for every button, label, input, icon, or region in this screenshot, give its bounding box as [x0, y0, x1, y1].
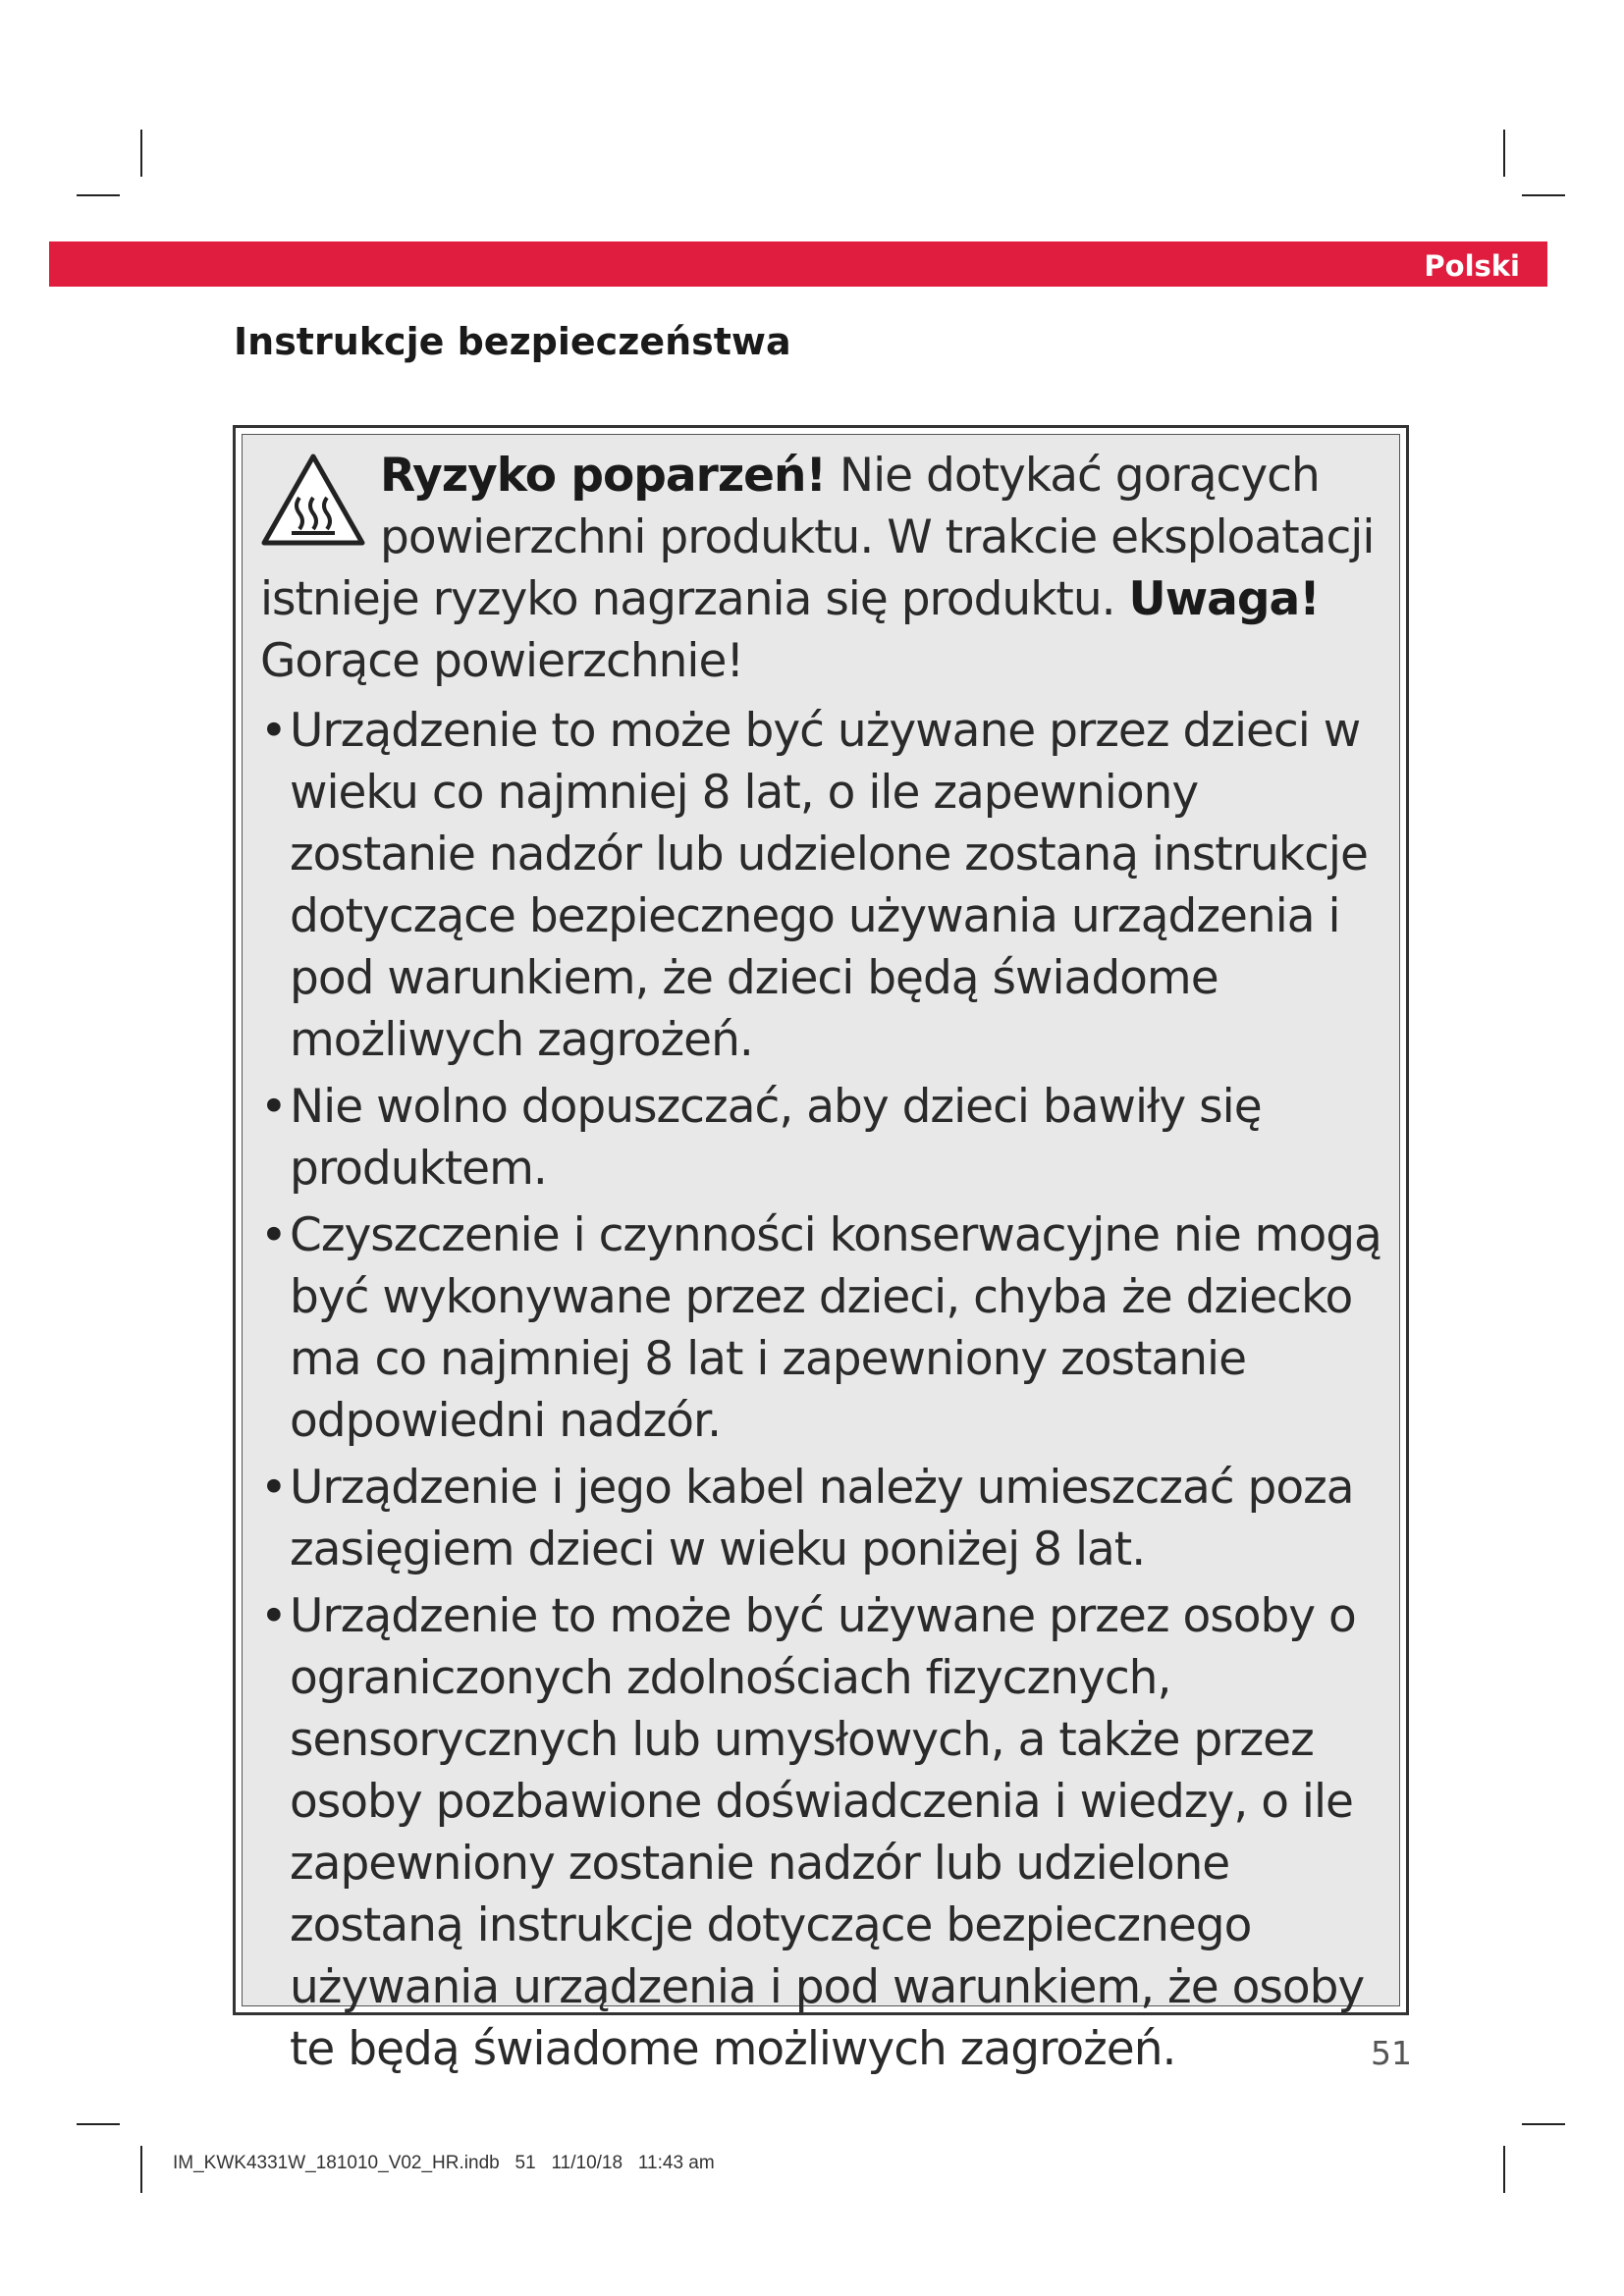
warning-heading: Ryzyko poparzeń!	[380, 449, 826, 503]
language-label: Polski	[1424, 249, 1520, 283]
print-slug: IM_KWK4331W_181010_V02_HR.indb 51 11/10/18 11:43 am	[173, 2153, 715, 2173]
hot-surface-warning-icon	[260, 451, 366, 549]
warning-text: Nie dotykać gorących powierzchni produktu. W trakcie eksploatacji istnieje ryzyko nagrzania się produktu.	[260, 449, 1375, 626]
attention-label: Uwaga!	[1128, 572, 1320, 626]
crop-mark	[77, 194, 120, 196]
crop-mark	[1503, 130, 1505, 177]
list-item: • Czyszczenie i czynności konserwacyjne nie mogą być wykonywane przez dzieci, chyba że dziecko ma co najmniej 8 lat i zapewniony zostanie odpowiedni nadzór.	[260, 1204, 1383, 1452]
list-item: • Urządzenie to może być używane przez dzieci w wieku co najmniej 8 lat, o ile zapewniony zostanie nadzór lub udzielone zostaną instrukcje dotyczące bezpiecznego używania urządzenia i pod warunkiem, że dzieci będą świadome możliwych zagrożeń.	[260, 700, 1383, 1071]
list-item: • Urządzenie i jego kabel należy umieszczać poza zasięgiem dzieci w wieku poniżej 8 lat.	[260, 1457, 1383, 1580]
section-title: Instrukcje bezpieczeństwa	[234, 320, 791, 363]
crop-mark	[1522, 2123, 1565, 2125]
crop-mark	[140, 2146, 142, 2193]
warning-text-end: Gorące powierzchnie!	[260, 634, 744, 688]
language-header-bar	[49, 241, 1547, 287]
crop-mark	[1522, 194, 1565, 196]
crop-mark	[140, 130, 142, 177]
crop-mark	[1503, 2146, 1505, 2193]
safety-rules-list	[260, 700, 1383, 2080]
warning-lead-paragraph	[260, 445, 1383, 692]
page-number: 51	[1371, 2034, 1412, 2072]
list-item: • Urządzenie to może być używane przez osoby o ograniczonych zdolnościach fizycznych, sensorycznych lub umysłowych, a także przez osoby pozbawione doświadczenia i wiedzy, o ile zapewniony zostanie nadzór lub udzielone zostaną instrukcje dotyczące bezpiecznego używania urządzenia i pod warunkiem, że osoby te będą świadome możliwych zagrożeń.	[260, 1585, 1383, 2080]
crop-mark	[77, 2123, 120, 2125]
list-item: • Nie wolno dopuszczać, aby dzieci bawiły się produktem.	[260, 1076, 1383, 1200]
